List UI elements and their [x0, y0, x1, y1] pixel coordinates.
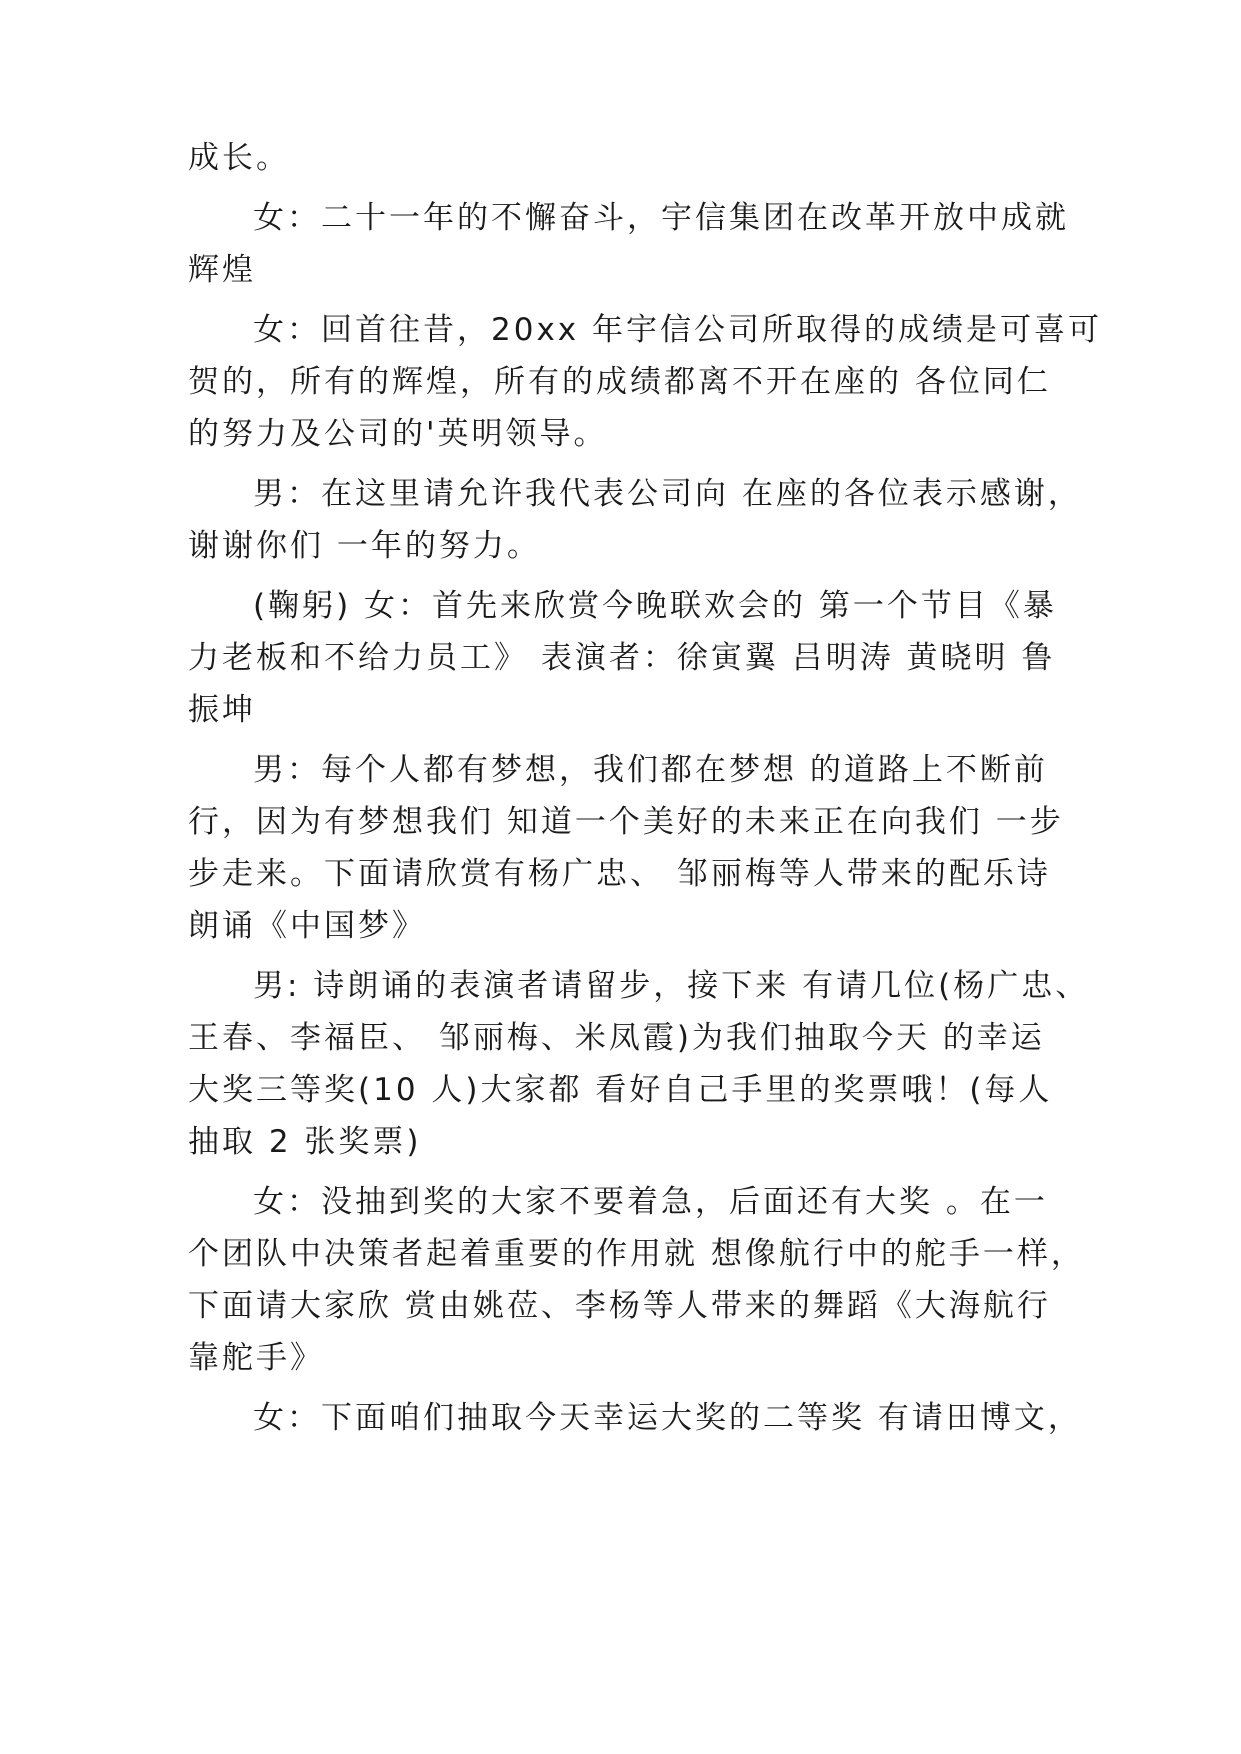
paragraph-first-line: 女：回首往昔，20xx 年宇信公司所取得的成绩是可喜可 [253, 312, 1102, 348]
text-line: 大奖三等奖(10 人)大家都 看好自己手里的奖票哦！(每人 [188, 1072, 1053, 1108]
text-line: 个团队中决策者起着重要的作用就 想像航行中的舵手一样， [188, 1236, 1085, 1272]
paragraph-first-line: (鞠躬) 女：首先来欣赏今晚联欢会的 第一个节目《暴 [253, 588, 1057, 624]
paragraph-first-line: 女：二十一年的不懈奋斗，宇信集团在改革开放中成就 [253, 200, 1069, 236]
text-line: 步走来。下面请欣赏有杨广忠、 邹丽梅等人带来的配乐诗 [188, 856, 1051, 892]
paragraph-first-line: 女：下面咱们抽取今天幸运大奖的二等奖 有请田博文， [253, 1400, 1082, 1436]
text-line: 下面请大家欣 赏由姚莅、李杨等人带来的舞蹈《大海航行 [188, 1288, 1051, 1324]
paragraph-first-line: 男：在这里请允许我代表公司向 在座的各位表示感谢， [253, 476, 1082, 512]
text-line: 王春、李福臣、 邹丽梅、米凤霞)为我们抽取今天 的幸运 [188, 1020, 1045, 1056]
paragraph-first-line: 女：没抽到奖的大家不要着急，后面还有大奖 。在一 [253, 1184, 1048, 1220]
text-line: 的努力及公司的'英明领导。 [188, 416, 608, 452]
text-line: 谢谢你们 一年的努力。 [188, 528, 541, 564]
paragraph-first-line: 男: 诗朗诵的表演者请留步，接下来 有请几位(杨广忠、 [253, 968, 1090, 1004]
text-line: 行，因为有梦想我们 知道一个美好的未来正在向我们 一步 [188, 804, 1064, 840]
text-line: 贺的，所有的辉煌，所有的成绩都离不开在座的 各位同仁 [188, 364, 1051, 400]
text-line: 靠舵手》 [188, 1340, 324, 1376]
paragraph-first-line: 男：每个人都有梦想，我们都在梦想 的道路上不断前 [253, 752, 1048, 788]
text-line: 朗诵《中国梦》 [188, 908, 426, 944]
text-line: 力老板和不给力员工》 表演者：徐寅翼 吕明涛 黄晓明 鲁 [188, 640, 1056, 676]
text-line: 成长。 [188, 140, 290, 176]
text-line: 辉煌 [188, 252, 256, 288]
text-line: 振坤 [188, 692, 256, 728]
text-line: 抽取 2 张奖票) [188, 1124, 422, 1160]
